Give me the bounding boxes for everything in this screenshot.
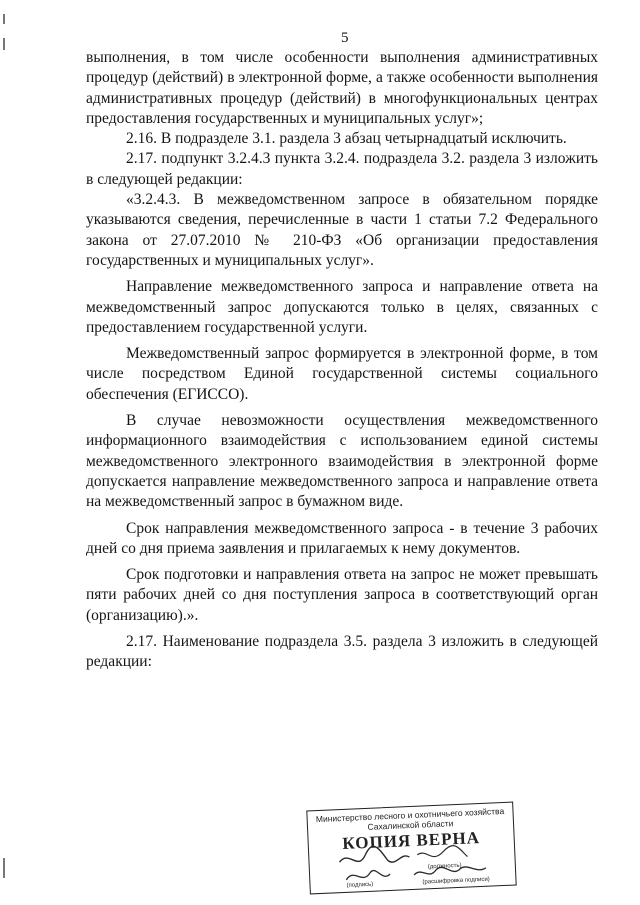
stamp-caption-position: (должность) — [427, 862, 462, 871]
scan-edge-mark — [3, 14, 5, 24]
stamp-title: КОПИЯ ВЕРНА — [341, 828, 481, 854]
paragraph-paper-request: В случае невозможности осуществления межведомственного информационного взаимодействия с использованием единой системы межведомственного электронного взаимодействия в электронной форме допускается направление межведомственного запроса и направление ответа на межведомственный запрос в бумажном виде. — [86, 412, 598, 511]
certified-copy-stamp — [306, 802, 516, 895]
stamp-caption-signature: (подпись) — [346, 881, 374, 889]
page-number: 5 — [341, 30, 349, 46]
paragraph-item-2-16: 2.16. В подразделе 3.1. раздела 3 абзац четырнадцатый исключить. — [126, 130, 567, 148]
stamp-organization: Министерство лесного и охотничьего хозяйства Сахалинской области — [315, 805, 505, 832]
paragraph-item-2-17: 2.17. подпункт 3.2.4.3 пункта 3.2.4. подраздела 3.2. раздела 3 изложить в следующей редакции: — [86, 150, 598, 188]
stamp-caption-decode: (расшифровка подписи) — [422, 876, 490, 886]
paragraph-item-2-17-name: 2.17. Наименование подраздела 3.5. раздела 3 изложить в следующей редакции: — [86, 633, 598, 671]
paragraph-direction: Направление межведомственного запроса и направление ответа на межведомственный запрос допускаются только в целях, связанных с предоставлением государственной услуги. — [86, 278, 598, 336]
paragraph-quote-3-2-4-3: «3.2.4.3. В межведомственном запросе в обязательном порядке указываются сведения, перечисленные в части 1 статьи 7.2 Федерального закона от 27.07.2010 № 210-ФЗ «Об организации предоставления государственных и муниципальных услуг». — [86, 191, 598, 269]
paragraph-answer-term: Срок подготовки и направления ответа на запрос не может превышать пяти рабочих дней со дня поступления запроса в соответствующий орган (организацию).». — [86, 566, 598, 624]
paragraph-electronic-request: Межведомственный запрос формируется в электронной форме, в том числе посредством Единой государственной системы социального обеспечения (ЕГИССО). — [86, 345, 598, 403]
scan-edge-mark — [3, 38, 5, 50]
paragraph-continuation: выполнения, в том числе особенности выполнения административных процедур (действий) в электронной форме, а также особенности выполнения административных процедур (действий) в многофункциональных центрах предоставления государственных и муниципальных услуг»; — [86, 49, 598, 127]
scan-edge-mark — [3, 858, 5, 878]
document-body — [86, 48, 598, 673]
paragraph-request-term: Срок направления межведомственного запроса - в течение 3 рабочих дней со дня приема заявления и прилагаемых к нему документов. — [86, 519, 598, 557]
